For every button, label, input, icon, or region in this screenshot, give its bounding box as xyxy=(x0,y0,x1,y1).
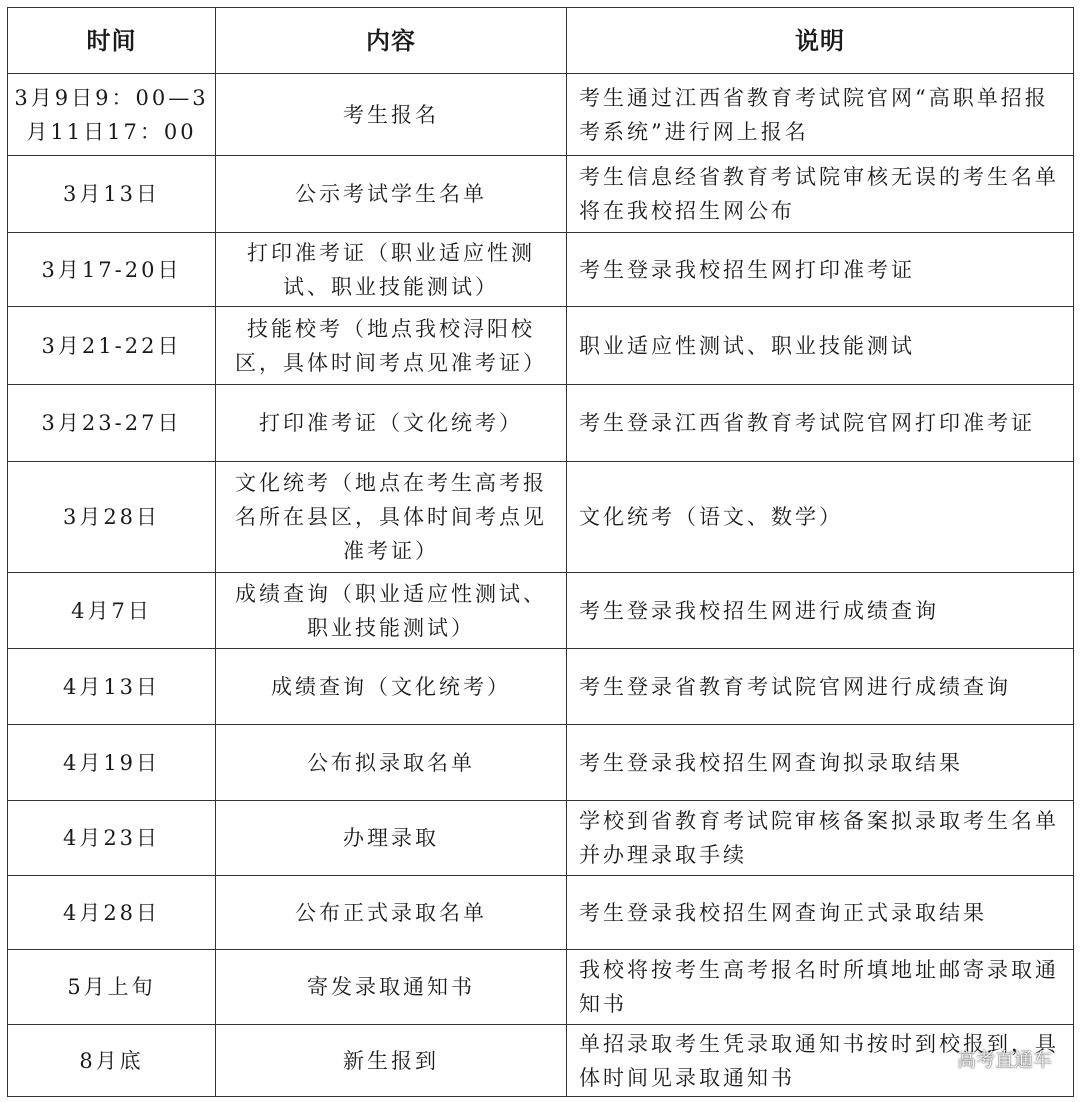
header-time: 时间 xyxy=(8,8,216,74)
row-time: 3月9日9：00—3月11日17：00 xyxy=(8,74,216,156)
row-content: 办理录取 xyxy=(216,801,567,876)
row-description: 学校到省教育考试院审核备案拟录取考生名单并办理录取手续 xyxy=(567,801,1074,876)
schedule-table-wrapper xyxy=(7,7,1074,1097)
table-row xyxy=(8,385,1074,462)
row-time: 3月21-22日 xyxy=(8,307,216,385)
row-time: 5月上旬 xyxy=(8,950,216,1025)
row-description: 考生登录我校招生网打印准考证 xyxy=(567,233,1074,307)
row-description: 单招录取考生凭录取通知书按时到校报到，具体时间见录取通知书 xyxy=(567,1025,1074,1097)
row-description: 考生登录我校招生网查询拟录取结果 xyxy=(567,725,1074,801)
row-time: 4月13日 xyxy=(8,649,216,725)
admission-schedule-table xyxy=(7,7,1074,1097)
row-time: 4月23日 xyxy=(8,801,216,876)
table-row xyxy=(8,74,1074,156)
row-description: 职业适应性测试、职业技能测试 xyxy=(567,307,1074,385)
row-time: 4月19日 xyxy=(8,725,216,801)
row-time: 3月28日 xyxy=(8,462,216,573)
row-content: 新生报到 xyxy=(216,1025,567,1097)
row-content: 公示考试学生名单 xyxy=(216,156,567,233)
table-row xyxy=(8,307,1074,385)
row-content: 寄发录取通知书 xyxy=(216,950,567,1025)
row-description: 考生登录我校招生网进行成绩查询 xyxy=(567,573,1074,649)
header-description: 说明 xyxy=(567,8,1074,74)
table-row xyxy=(8,462,1074,573)
watermark-text: 高考直通车 xyxy=(956,1049,1052,1071)
header-content: 内容 xyxy=(216,8,567,74)
row-content: 成绩查询（职业适应性测试、职业技能测试） xyxy=(216,573,567,649)
row-content: 文化统考（地点在考生高考报名所在县区，具体时间考点见准考证） xyxy=(216,462,567,573)
row-description: 考生登录省教育考试院官网进行成绩查询 xyxy=(567,649,1074,725)
row-description: 考生通过江西省教育考试院官网“高职单招报考系统”进行网上报名 xyxy=(567,74,1074,156)
row-time: 3月17-20日 xyxy=(8,233,216,307)
row-time: 8月底 xyxy=(8,1025,216,1097)
row-description: 考生登录我校招生网查询正式录取结果 xyxy=(567,876,1074,950)
table-row xyxy=(8,649,1074,725)
table-row xyxy=(8,573,1074,649)
row-content: 打印准考证（文化统考） xyxy=(216,385,567,462)
row-content: 打印准考证（职业适应性测试、职业技能测试） xyxy=(216,233,567,307)
row-content: 公布正式录取名单 xyxy=(216,876,567,950)
table-row xyxy=(8,1025,1074,1097)
row-content: 公布拟录取名单 xyxy=(216,725,567,801)
row-content: 成绩查询（文化统考） xyxy=(216,649,567,725)
row-description: 我校将按考生高考报名时所填地址邮寄录取通知书 xyxy=(567,950,1074,1025)
table-row xyxy=(8,233,1074,307)
row-content: 技能校考（地点我校浔阳校区，具体时间考点见准考证） xyxy=(216,307,567,385)
row-time: 4月7日 xyxy=(8,573,216,649)
table-row xyxy=(8,725,1074,801)
row-description: 文化统考（语文、数学） xyxy=(567,462,1074,573)
table-row xyxy=(8,801,1074,876)
row-time: 3月23-27日 xyxy=(8,385,216,462)
table-row xyxy=(8,876,1074,950)
row-description: 考生登录江西省教育考试院官网打印准考证 xyxy=(567,385,1074,462)
row-time: 3月13日 xyxy=(8,156,216,233)
table-header-row xyxy=(8,8,1074,74)
table-row xyxy=(8,156,1074,233)
row-description: 考生信息经省教育考试院审核无误的考生名单将在我校招生网公布 xyxy=(567,156,1074,233)
row-content: 考生报名 xyxy=(216,74,567,156)
table-row xyxy=(8,950,1074,1025)
row-time: 4月28日 xyxy=(8,876,216,950)
